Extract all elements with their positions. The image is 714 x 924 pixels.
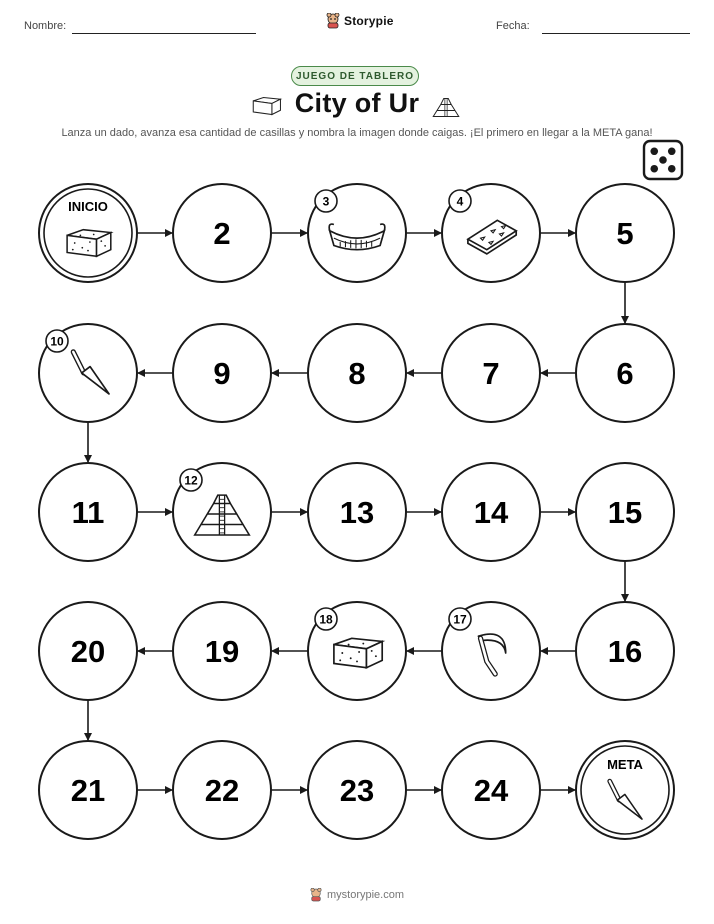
- board-space: [442, 324, 540, 422]
- instructions: Lanza un dado, avanza esa cantidad de casillas y nombra la imagen donde caigas. ¡El primero en llegar a la META gana!: [61, 127, 653, 139]
- space-number: 19: [204, 634, 240, 669]
- dice-pip: [650, 165, 658, 173]
- space-number: 21: [70, 773, 106, 808]
- dice-pip: [650, 147, 658, 155]
- board-space: [442, 602, 540, 700]
- goal-space: [576, 741, 674, 839]
- board-space: [308, 463, 406, 561]
- page-title: City of Ur: [294, 88, 420, 118]
- board-space: [442, 463, 540, 561]
- name-label: Nombre:: [24, 20, 67, 32]
- board-space: [442, 741, 540, 839]
- date-label: Fecha:: [496, 20, 530, 32]
- board-space: [308, 324, 406, 422]
- space-number: 10: [50, 334, 64, 349]
- dice-pip: [668, 165, 676, 173]
- dice-icon: [644, 141, 682, 179]
- dice-pip: [668, 147, 676, 155]
- space-number: 18: [319, 612, 333, 627]
- space-number: 11: [71, 495, 105, 530]
- space-number: 23: [339, 773, 375, 808]
- space-number: 5: [616, 216, 634, 251]
- space-number: 7: [482, 356, 500, 391]
- brand-name: Storypie: [344, 14, 394, 28]
- space-number: 14: [473, 495, 509, 530]
- board-space: [39, 602, 137, 700]
- board-space: [576, 184, 674, 282]
- board-space: [173, 741, 271, 839]
- space-number: 17: [453, 612, 467, 627]
- mud-brick-icon: [67, 230, 111, 257]
- space-number: 4: [456, 194, 464, 209]
- footer: [0, 888, 714, 902]
- space-number: 3: [322, 194, 330, 209]
- space-number: 8: [348, 356, 366, 391]
- board-space: [576, 463, 674, 561]
- board-space: [173, 324, 271, 422]
- board-space: [39, 463, 137, 561]
- space-number: 16: [607, 634, 643, 669]
- game-type-badge: JUEGO DE TABLERO: [291, 66, 419, 86]
- goal-label: META: [607, 757, 643, 772]
- board-space: [173, 602, 271, 700]
- board-space: [576, 602, 674, 700]
- footer-url: mystorypie.com: [326, 889, 405, 901]
- space-number: 9: [213, 356, 231, 391]
- space-number: 15: [607, 495, 643, 530]
- space-number: 6: [616, 356, 634, 391]
- board-space: [308, 184, 406, 282]
- board-space: [308, 741, 406, 839]
- mud-brick-icon: [334, 638, 382, 667]
- space-number: 13: [339, 495, 375, 530]
- board-space: [173, 184, 271, 282]
- dice-pip: [659, 156, 667, 164]
- space-number: 12: [184, 473, 198, 488]
- mascot-icon: [310, 888, 322, 902]
- board-space: [576, 324, 674, 422]
- board-space: [39, 741, 137, 839]
- space-number: 22: [204, 773, 240, 808]
- start-label: INICIO: [68, 199, 108, 214]
- space-number: 2: [213, 216, 231, 251]
- space-number: 24: [473, 773, 509, 808]
- space-number: 20: [70, 634, 106, 669]
